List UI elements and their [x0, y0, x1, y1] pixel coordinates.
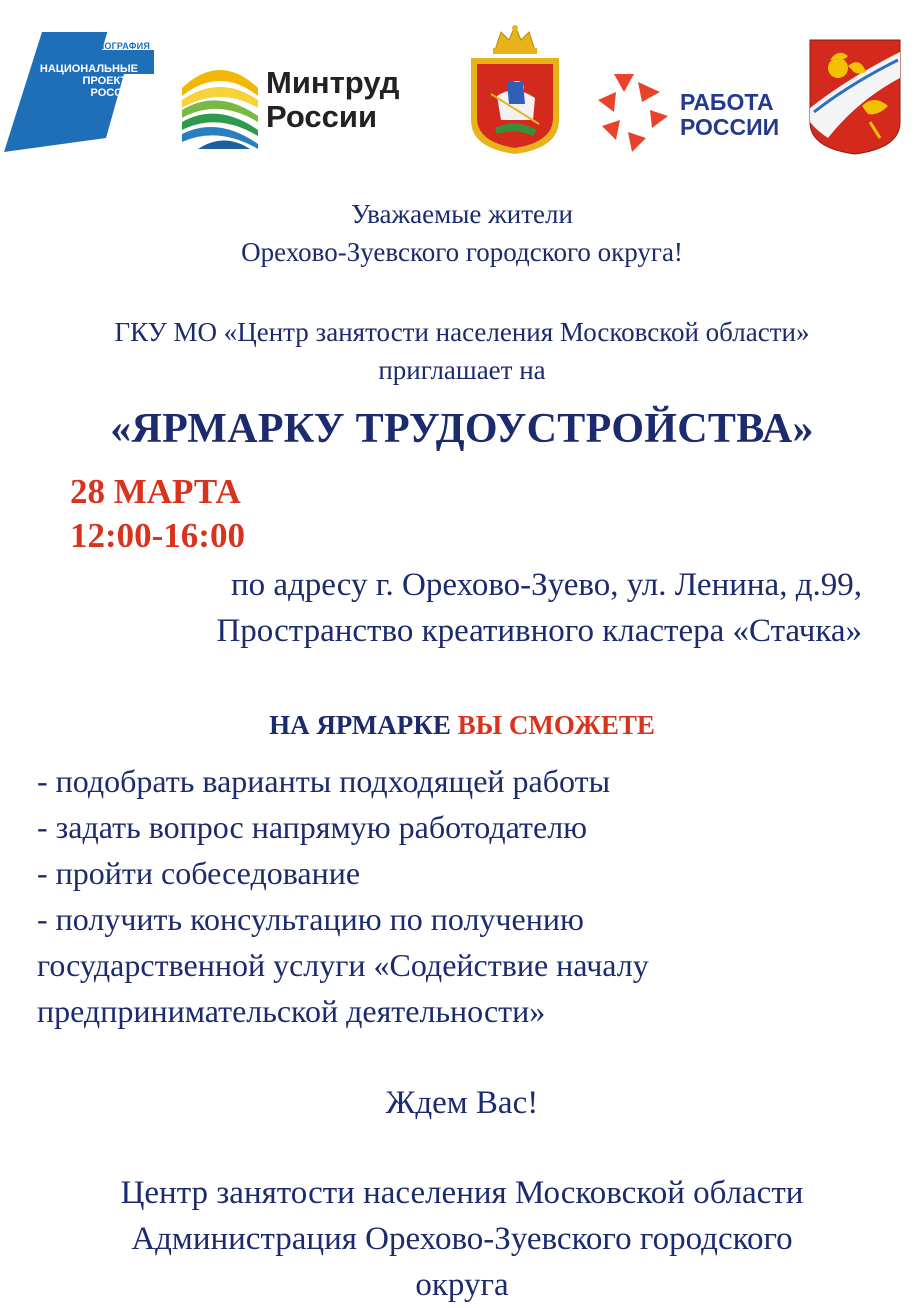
event-date: 28 МАРТА	[70, 472, 241, 511]
logo-row	[0, 0, 924, 170]
event-address	[216, 562, 862, 654]
list-item: - подобрать варианты подходящей работы	[37, 763, 611, 799]
benefits-heading	[0, 705, 924, 745]
moscow-oblast-coat-of-arms	[467, 24, 563, 156]
np-main-label: НАЦИОНАЛЬНЫЕ ПРОЕКТЫ РОССИИ	[39, 63, 138, 99]
rabota-rossii-wordmark: РАБОТА РОССИИ	[680, 89, 780, 140]
greeting-line-2: Орехово-Зуевского городского округа!	[241, 237, 683, 267]
mintrud-logo	[178, 52, 428, 152]
benefits-heading-part-1: НА ЯРМАРКЕ	[269, 710, 458, 740]
signature	[0, 1170, 924, 1308]
greeting-line-1: Уважаемые жители	[351, 199, 573, 229]
rabota-rossii-emblem-icon	[594, 70, 674, 154]
rabota-rossii-logo	[594, 70, 804, 154]
list-item: - пройти собеседование	[37, 855, 361, 891]
list-item: предпринимательской деятельности»	[37, 993, 546, 1029]
greeting	[0, 195, 924, 271]
closing-text: Ждем Вас!	[385, 1085, 539, 1121]
event-time: 12:00-16:00	[70, 516, 245, 555]
event-date-time	[70, 470, 245, 558]
list-item: - задать вопрос напрямую работодателю	[37, 809, 588, 845]
mintrud-emblem-icon	[178, 52, 262, 152]
national-projects-logo	[4, 30, 154, 154]
invitation-line-1: ГКУ МО «Центр занятости населения Московской области»	[114, 317, 810, 347]
mintrud-wordmark: Минтруд России	[266, 65, 400, 134]
list-item: - получить консультацию по получению	[37, 901, 584, 937]
orekhovo-zuevo-coat-of-arms	[808, 38, 902, 156]
signature-line-2: Администрация Орехово-Зуевского городского	[131, 1221, 793, 1257]
moscow-oblast-emblem-icon	[467, 24, 563, 156]
benefits-list	[37, 758, 649, 1034]
signature-line-3: округа	[415, 1267, 509, 1303]
np-top-label: ДЕМОГРАФИЯ	[83, 41, 150, 51]
benefits-heading-part-2: ВЫ СМОЖЕТЕ	[457, 710, 655, 740]
address-line-2: Пространство креативного кластера «Стачка»	[216, 613, 862, 649]
signature-line-1: Центр занятости населения Московской области	[120, 1175, 804, 1211]
invitation	[0, 313, 924, 389]
orekhovo-zuevo-emblem-icon	[808, 38, 902, 156]
address-line-1: по адресу г. Орехово-Зуево, ул. Ленина, д.99,	[230, 567, 862, 603]
event-title: «ЯРМАРКУ ТРУДОУСТРОЙСТВА»	[110, 406, 814, 452]
list-item: государственной услуги «Содействие началу	[37, 947, 649, 983]
invitation-line-2: приглашает на	[378, 355, 546, 385]
